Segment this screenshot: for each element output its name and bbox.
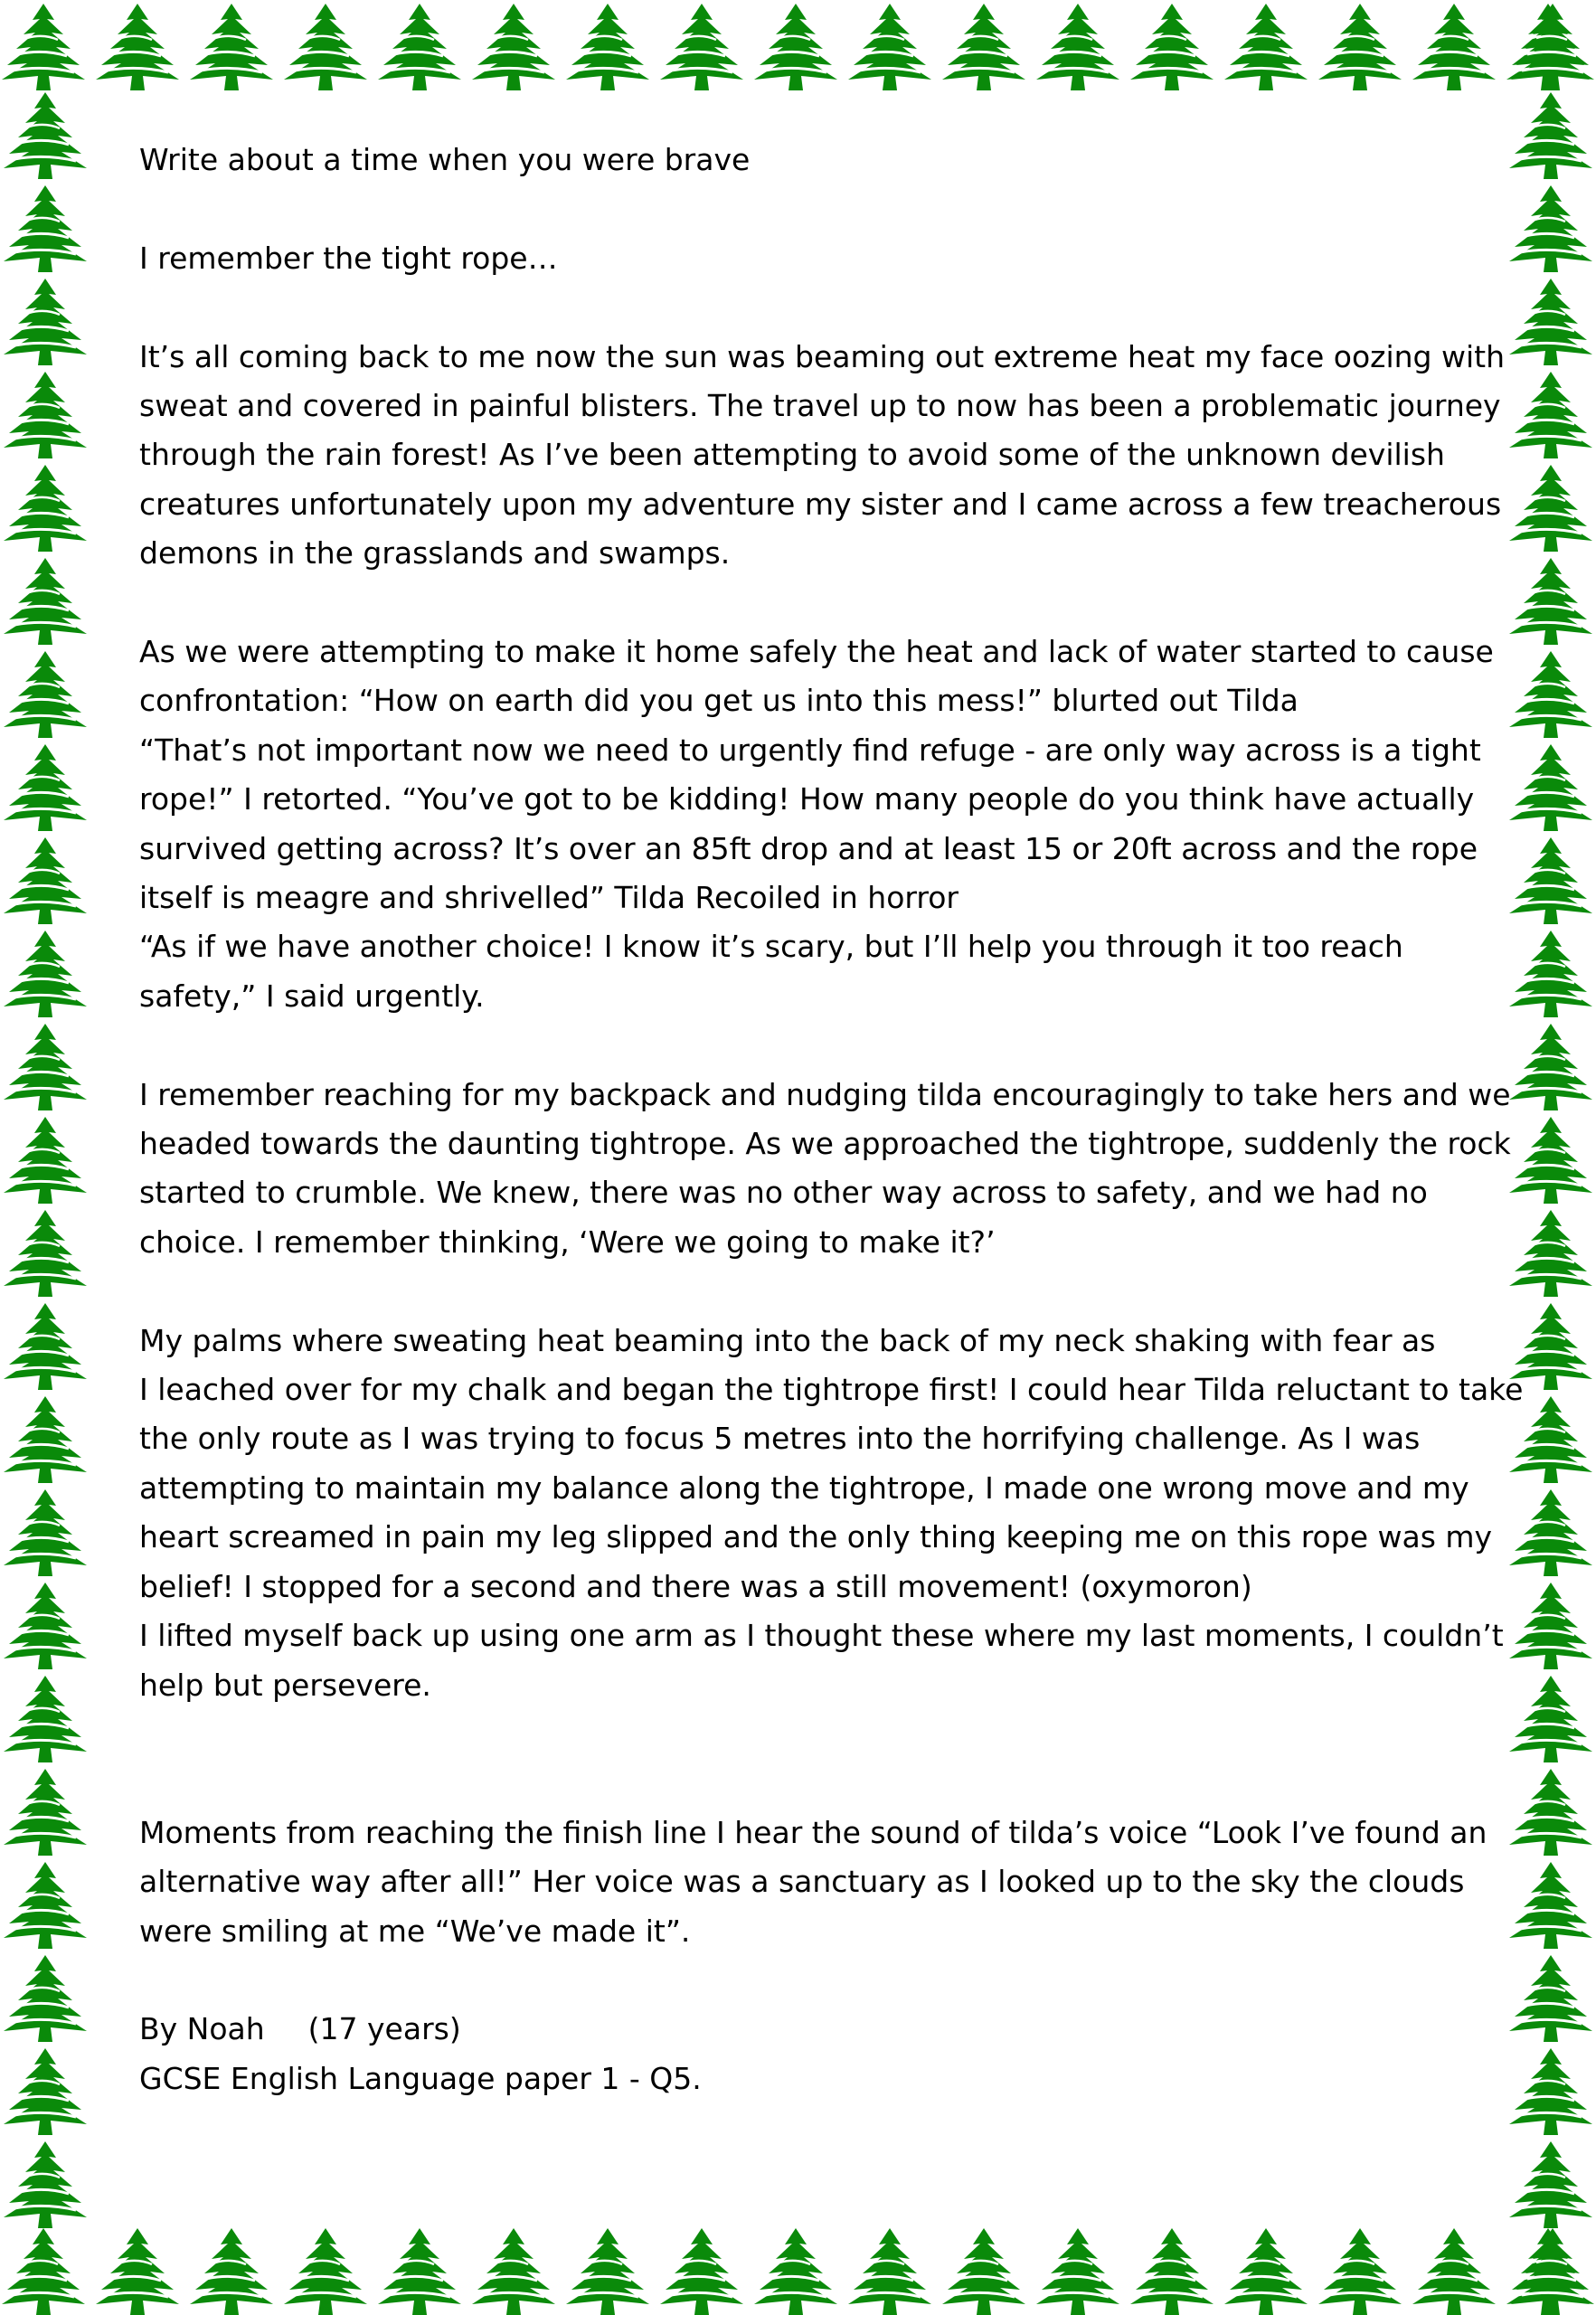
text-line: “That’s not important now we need to urgently find refuge - are only way across is a tight [139, 732, 1481, 768]
tree-icon [4, 372, 87, 458]
text-line: rope!” I retorted. “You’ve got to be kidding! How many people do you think have actually [139, 781, 1475, 817]
text-line: demons in the grasslands and swamps. [139, 535, 731, 572]
tree-icon [1130, 4, 1214, 90]
text-line: through the rain forest! As I’ve been attempting to avoid some of the unknown devilish [139, 437, 1445, 473]
tree-icon [1509, 1396, 1592, 1483]
tree-icon [472, 4, 555, 90]
text-line: help but persevere. [139, 1667, 431, 1703]
tree-icon [566, 2228, 649, 2315]
tree-icon [1224, 2228, 1308, 2315]
tree-icon [848, 2228, 931, 2315]
text-line: confrontation: “How on earth did you get us into this mess!” blurted out Tilda [139, 683, 1299, 719]
text-line: I lifted myself back up using one arm as I thought these where my last moments, I couldn’t [139, 1618, 1504, 1654]
paragraph [139, 1317, 1524, 1710]
tree-icon [660, 4, 743, 90]
essay-body [139, 136, 1524, 2103]
tree-icon [378, 4, 461, 90]
author-name: By Noah [139, 2011, 265, 2047]
tree-icon [1509, 279, 1592, 365]
tree-icon [754, 4, 837, 90]
text-line: survived getting across? It’s over an 85ft drop and at least 15 or 20ft across and the rope [139, 830, 1478, 866]
tree-icon [1130, 2228, 1214, 2315]
tree-icon [1036, 4, 1119, 90]
tree-icon [1509, 1862, 1592, 1949]
text-line: My palms where sweating heat beaming into the back of my neck shaking with fear as [139, 1322, 1436, 1358]
text-line: “As if we have another choice! I know it’s scary, but I’ll help you through it too reach [139, 929, 1403, 965]
text-line: were smiling at me “We’ve made it”. [139, 1913, 691, 1949]
paragraph [139, 1809, 1487, 1956]
text-line: Moments from reaching the finish line I hear the sound of tilda’s voice “Look I’ve found an [139, 1814, 1487, 1850]
essay-title: Write about a time when you were brave [139, 142, 751, 177]
tree-icon [4, 1489, 87, 1576]
text-line: attempting to maintain my balance along the tightrope, I made one wrong move and my [139, 1469, 1469, 1506]
tree-icon [1509, 1489, 1592, 1576]
text-line: I remember reaching for my backpack and nudging tilda encouragingly to take hers and we [139, 1076, 1511, 1112]
tree-icon [1509, 1210, 1592, 1297]
text-line: started to crumble. We knew, there was no other way across to safety, and we had no [139, 1175, 1428, 1211]
tree-icon [4, 1769, 87, 1856]
tree-icon [1509, 744, 1592, 831]
tree-icon [4, 185, 87, 272]
text-line: alternative way after all!” Her voice was a sanctuary as I looked up to the sky the clouds [139, 1864, 1465, 1900]
tree-icon [754, 2228, 837, 2315]
tree-icon [96, 4, 179, 90]
text-line: As we were attempting to make it home safely the heat and lack of water started to cause [139, 634, 1494, 670]
tree-icon [4, 1862, 87, 1949]
tree-icon [4, 1117, 87, 1204]
tree-icon [1509, 1676, 1592, 1762]
tree-icon [1509, 185, 1592, 272]
tree-icon [4, 1024, 87, 1110]
paragraph [139, 628, 1494, 1021]
tree-icon [4, 1676, 87, 1762]
tree-icon [4, 2048, 87, 2135]
text-line: sweat and covered in painful blisters. The travel up to now has been a problematic journey [139, 388, 1501, 423]
tree-icon [1509, 1117, 1592, 1204]
tree-icon [1509, 1769, 1592, 1856]
tree-icon [4, 558, 87, 645]
tree-icon [1509, 465, 1592, 552]
tree-icon [4, 465, 87, 552]
text-line: itself is meagre and shrivelled” Tilda Recoiled in horror [139, 880, 959, 916]
tree-icon [4, 92, 87, 179]
tree-icon [1036, 2228, 1119, 2315]
tree-icon [4, 1210, 87, 1297]
tree-icon [1509, 1955, 1592, 2042]
tree-icon [4, 2141, 87, 2228]
paragraph [139, 333, 1505, 579]
tree-icon [1509, 1024, 1592, 1110]
tree-icon [1509, 558, 1592, 645]
tree-icon [1318, 4, 1402, 90]
tree-icon [4, 1303, 87, 1390]
tree-icon [1412, 2228, 1496, 2315]
tree-icon [4, 1955, 87, 2042]
text-line: heart screamed in pain my leg slipped and the only thing keeping me on this rope was my [139, 1519, 1493, 1555]
tree-icon [1509, 651, 1592, 738]
tree-icon [1318, 2228, 1402, 2315]
text-line: the only route as I was trying to focus 5 metres into the horrifying challenge. As I was [139, 1421, 1421, 1457]
tree-icon [942, 4, 1025, 90]
tree-icon [284, 4, 367, 90]
text-line: It’s all coming back to me now the sun was beaming out extreme heat my face oozing with [139, 338, 1505, 374]
tree-icon [1224, 4, 1308, 90]
tree-icon [4, 931, 87, 1017]
tree-icon [96, 2228, 179, 2315]
text-line: belief! I stopped for a second and there was a still movement! (oxymoron) [139, 1568, 1252, 1604]
tree-icon [660, 2228, 743, 2315]
tree-icon [4, 837, 87, 924]
tree-icon [4, 651, 87, 738]
tree-icon [4, 744, 87, 831]
tree-icon [848, 4, 931, 90]
tree-icon [190, 4, 273, 90]
tree-icon [1509, 2048, 1592, 2135]
text-line: choice. I remember thinking, ‘Were we going to make it?’ [139, 1224, 996, 1260]
tree-icon [190, 2228, 273, 2315]
tree-icon [2, 2228, 85, 2315]
tree-icon [566, 4, 649, 90]
tree-icon [284, 2228, 367, 2315]
tree-icon [1509, 1583, 1592, 1669]
tree-icon [1509, 931, 1592, 1017]
tree-icon [1412, 4, 1496, 90]
paragraph [139, 1071, 1511, 1268]
text-line: safety,” I said urgently. [139, 978, 485, 1014]
tree-icon [378, 2228, 461, 2315]
text-line: I leached over for my chalk and began the tightrope first! I could hear Tilda reluctant to take [139, 1372, 1524, 1408]
tree-icon [942, 2228, 1025, 2315]
text-line: creatures unfortunately upon my adventure my sister and I came across a few treacherous [139, 486, 1502, 522]
tree-icon [1509, 372, 1592, 458]
tree-icon [1509, 2141, 1592, 2228]
tree-icon [1509, 837, 1592, 924]
tree-icon [4, 1396, 87, 1483]
text-line: headed towards the daunting tightrope. As we approached the tightrope, suddenly the rock [139, 1126, 1511, 1162]
byline [139, 2005, 1478, 2054]
tree-icon [472, 2228, 555, 2315]
tree-icon [2, 4, 85, 90]
source-note: GCSE English Language paper 1 - Q5. [139, 2060, 702, 2096]
tree-icon [4, 279, 87, 365]
tree-icon [1509, 92, 1592, 179]
tree-icon [4, 1583, 87, 1669]
author-age: (17 years) [307, 2011, 461, 2047]
opening-line: I remember the tight rope… [139, 240, 558, 276]
